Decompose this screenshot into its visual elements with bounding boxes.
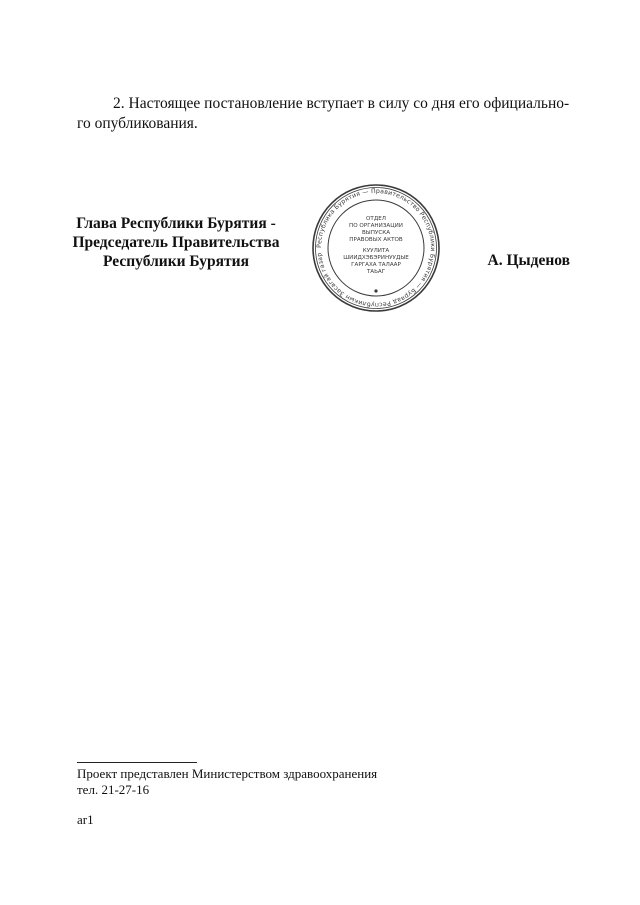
seal-center-line-3: ВЫПУСКА xyxy=(361,230,391,236)
seal-center-line-2: ПО ОРГАНИЗАЦИИ xyxy=(349,223,403,229)
paragraph-line-2: го опубликования. xyxy=(77,115,198,132)
signatory-position-line-1: Глава Республики Бурятия - xyxy=(76,215,276,232)
seal-center-line-5: КУУЛИТА xyxy=(362,248,390,254)
seal-dot-icon xyxy=(374,289,377,292)
seal-center-line-1: ОТДЕЛ xyxy=(366,216,386,222)
seal-center-line-6: ШИИДХЭБЭРИНУУДЫЕ xyxy=(343,255,409,261)
signatory-name: А. Цыденов xyxy=(487,252,570,269)
signatory-position xyxy=(70,214,282,271)
document-code: ar1 xyxy=(77,812,94,827)
footnote-phone: тел. 21-27-16 xyxy=(77,782,150,797)
footnote xyxy=(77,766,377,798)
paragraph-line-1: 2. Настоящее постановление вступает в силу со дня его официально- xyxy=(113,95,570,112)
signatory-position-line-3: Республики Бурятия xyxy=(103,253,249,270)
official-seal xyxy=(311,183,441,313)
seal-center-line-8: ТАЬАГ xyxy=(366,269,386,275)
seal-center-line-4: ПРАВОВЫХ АКТОВ xyxy=(349,237,403,243)
seal-ring-textpath: Республика Бурятия — Правительство Республики Бурятия — Буряад Республикын Засагай газар xyxy=(315,187,437,309)
paragraph-entry-into-force xyxy=(77,94,570,134)
seal-center-line-7: ГАРГАХА ТАЛААР xyxy=(351,262,401,268)
footnote-divider xyxy=(77,762,197,763)
signatory-position-line-2: Председатель Правительства xyxy=(72,234,280,251)
footnote-presented-by: Проект представлен Министерством здравоохранения xyxy=(77,766,378,781)
